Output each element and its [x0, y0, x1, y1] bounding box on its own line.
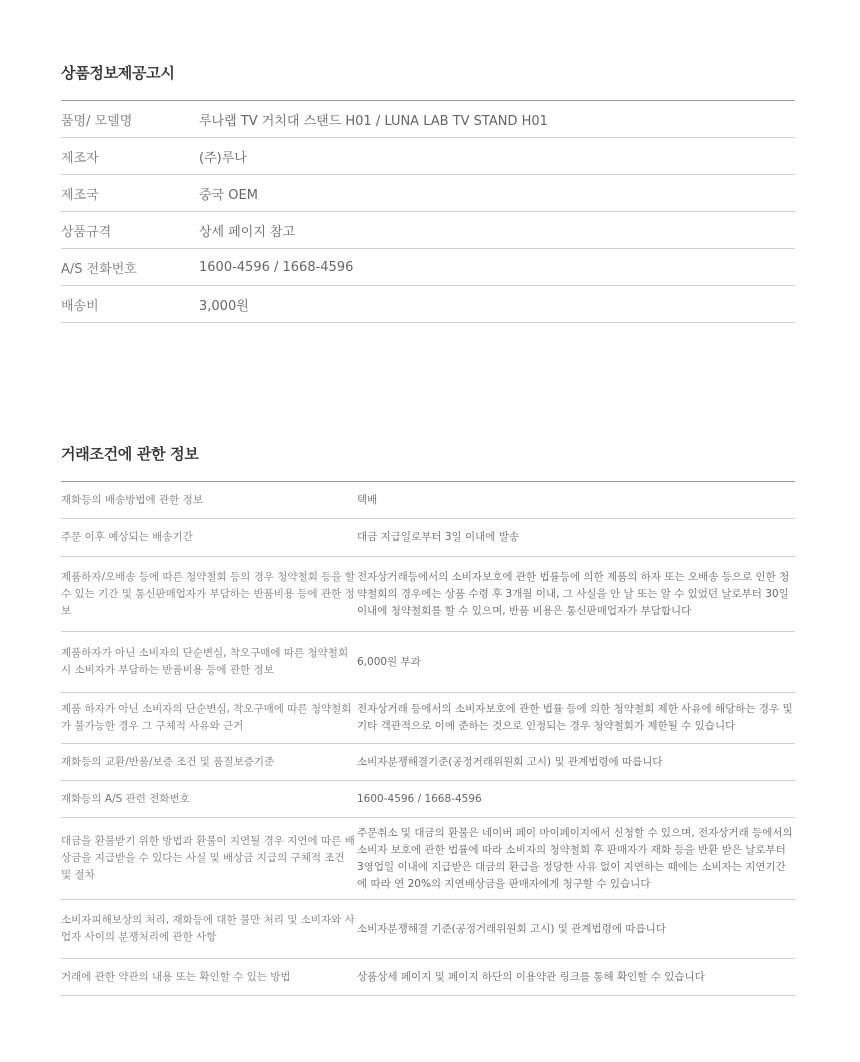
row-label: 배송비: [61, 298, 99, 314]
row-value: (주)루나: [199, 150, 247, 166]
table-row: [61, 900, 795, 959]
row-label: A/S 전화번호: [61, 261, 137, 277]
row-label: 주문 이후 예상되는 배송기간: [61, 531, 193, 543]
row-value: 대금 지급일로부터 3일 이내에 발송: [357, 531, 520, 543]
table-row: [61, 212, 795, 249]
row-value: 1600-4596 / 1668-4596: [199, 259, 354, 275]
trade-terms-title: 거래조건에 관한 정보: [61, 445, 199, 463]
product-notice-title: 상품정보제공고시: [61, 64, 175, 82]
table-row: [61, 557, 795, 632]
row-label: 소비자피해보상의 처리, 재화등에 대한 불만 처리 및 소비자와 사업자 사이의 분쟁처리에 관한 사항: [61, 914, 355, 943]
row-label: 제조국: [61, 187, 99, 203]
row-value: 3,000원: [199, 298, 249, 314]
table-row: [61, 249, 795, 286]
row-value: 6,000원 부과: [357, 655, 421, 668]
row-value: 1600-4596 / 1668-4596: [357, 792, 482, 805]
row-value: 주문취소 및 대금의 환불은 네이버 페이 마이페이지에서 신청할 수 있으며, 전자상거래 등에서의 소비자 보호에 관한 법률에 따라 소비자의 청약철회 후 판매자가 재화 등을 반환 받은 날로부터 3영업일 이내에 지급받은 대금의 환급을 정당한 사유 없이 지연하는 때에는 소비자는 지연기간에 따라 연 20%의 지연배상금을 판매자에게 청구할 수 있습니다: [357, 826, 793, 890]
table-row: [61, 818, 795, 900]
row-value: 택배: [357, 493, 378, 506]
table-row: [61, 744, 795, 781]
row-label: 제품하자/오배송 등에 따른 청약철회 등의 경우 청약철회 등을 할 수 있는 기간 및 통신판매업자가 부담하는 반품비용 등에 관한 정보: [61, 570, 355, 617]
table-row: [61, 175, 795, 212]
table-row: [61, 101, 795, 138]
row-label: 재화등의 A/S 관련 전화번호: [61, 792, 190, 805]
row-value: 상품상세 페이지 및 페이지 하단의 이용약관 링크를 통해 확인할 수 있습니다: [357, 970, 705, 983]
table-row: [61, 482, 795, 519]
row-value: 소비자분쟁해결기준(공정거래위원회 고시) 및 관계법령에 따릅니다: [357, 755, 663, 768]
row-label: 거래에 관한 약관의 내용 또는 확인할 수 있는 방법: [61, 970, 291, 983]
row-label: 대금을 환불받기 위한 방법과 환불이 지연될 경우 지연에 따른 배상금을 지급받을 수 있다는 사실 및 배상금 지급의 구체적 조건 및 절차: [61, 835, 355, 881]
table-row: [61, 286, 795, 323]
row-label: 제품 하자가 아닌 소비자의 단순변심, 착오구매에 따른 청약철회가 불가능한 경우 그 구체적 사유와 근거: [61, 703, 352, 732]
row-label: 재화등의 교환/반품/보증 조건 및 품질보증기준: [61, 755, 275, 768]
table-row: [61, 781, 795, 818]
row-label: 상품규격: [61, 224, 112, 240]
table-row: [61, 632, 795, 693]
table-row: [61, 959, 795, 996]
table-row: [61, 138, 795, 175]
row-label: 제품하자가 아닌 소비자의 단순변심, 착오구매에 따른 청약철회 시 소비자가 부담하는 반품비용 등에 관한 정보: [61, 647, 349, 676]
product-notice-table: [61, 100, 795, 323]
row-label: 재화등의 배송방법에 관한 정보: [61, 493, 203, 506]
row-label: 제조자: [61, 150, 99, 166]
row-value: 소비자분쟁해결 기준(공정거래위원회 고시) 및 관계법령에 따릅니다: [357, 922, 666, 935]
row-label: 품명/ 모델명: [61, 113, 133, 129]
row-value: 전자상거래 등에서의 소비자보호에 관한 법률 등에 의한 청약철회 제한 사유에 해당하는 경우 및 기타 객관적으로 이에 준하는 것으로 인정되는 경우 청약철회가 제한될 수 있습니다: [357, 703, 793, 732]
row-value: 전자상거래등에서의 소비자보호에 관한 법률등에 의한 제품의 하자 또는 오배송 등으로 인한 청약철회의 경우에는 상품 수령 후 3개월 이내, 그 사실을 안 날 또는 알 수 있었던 날로부터 30일 이내에 청약철회를 할 수 있으며, 반품 비용은 통신판매업자가 부담합니다: [357, 570, 790, 617]
table-row: [61, 519, 795, 557]
trade-terms-table: [61, 481, 795, 996]
row-value: 중국 OEM: [199, 187, 258, 203]
row-value: 루나랩 TV 거치대 스탠드 H01 / LUNA LAB TV STAND H01: [199, 113, 548, 129]
table-row: [61, 693, 795, 744]
row-value: 상세 페이지 참고: [199, 224, 296, 240]
